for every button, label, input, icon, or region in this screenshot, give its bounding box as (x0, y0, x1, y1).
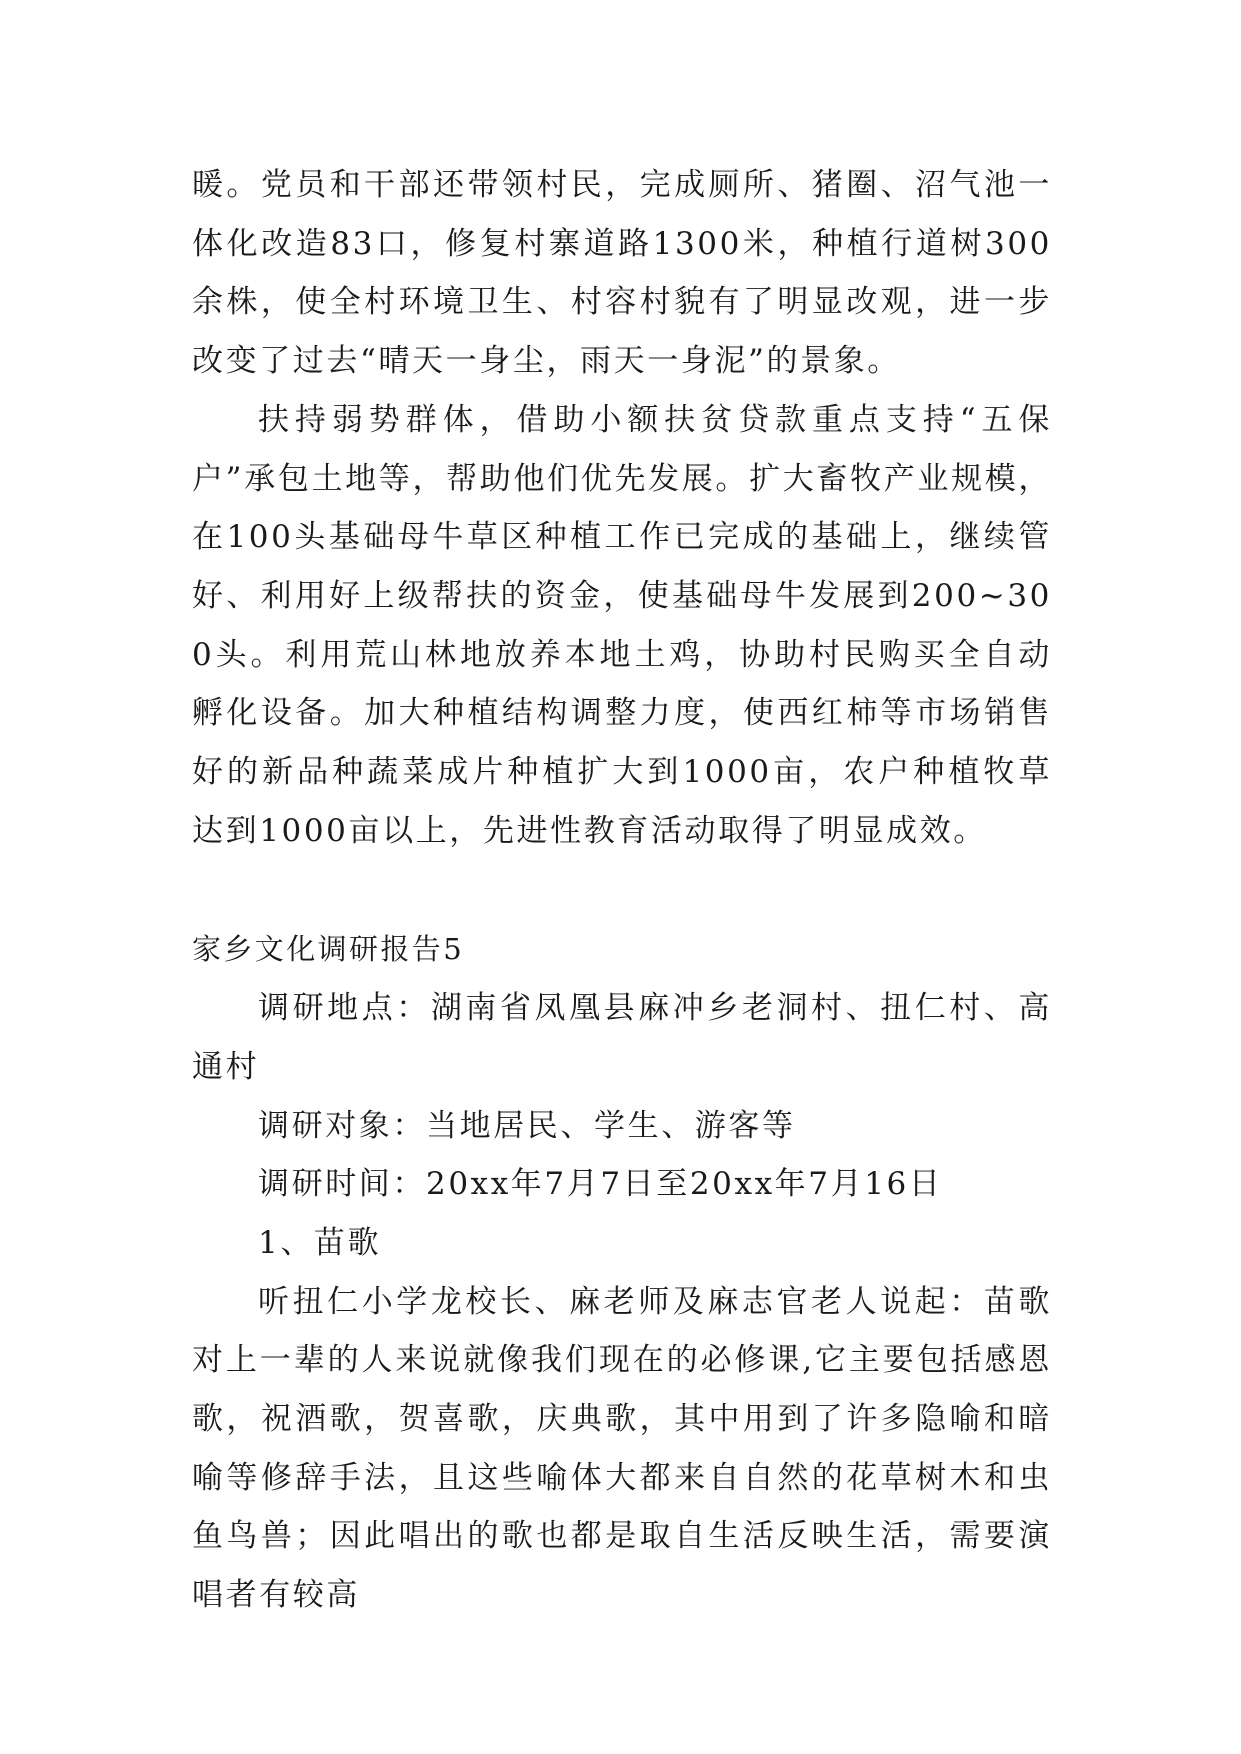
section-heading: 家乡文化调研报告5 (192, 932, 465, 967)
section-spacer (192, 860, 1052, 920)
item-title-miao-song: 1、苗歌 (258, 1224, 382, 1261)
document-body (192, 156, 1052, 1625)
paragraph-continuation: 暖。党员和干部还带领村民，完成厕所、猪圈、沼气池一体化改造83口，修复村寨道路1300米，种植行道树300余株，使全村环境卫生、村容村貌有了明显改观，进一步改变了过去“晴天一身尘，雨天一身泥”的景象。 (192, 167, 1052, 380)
survey-time: 调研时间：20xx年7月7日至20xx年7月16日 (258, 1166, 943, 1203)
item-body-miao-song: 听扭仁小学龙校长、麻老师及麻志官老人说起：苗歌对上一辈的人来说就像我们现在的必修课,它主要包括感恩歌，祝酒歌，贺喜歌，庆典歌，其中用到了许多隐喻和暗喻等修辞手法，且这些喻体大都来自自然的花草树木和虫鱼鸟兽；因此唱出的歌也都是取自生活反映生活，需要演唱者有较高 (192, 1283, 1052, 1614)
survey-location: 调研地点：湖南省凤凰县麻冲乡老洞村、扭仁村、高通村 (192, 990, 1052, 1085)
paragraph-poverty-support: 扶持弱势群体，借助小额扶贫贷款重点支持“五保户”承包土地等，帮助他们优先发展。扩大畜牧产业规模，在100头基础母牛草区种植工作已完成的基础上，继续管好、利用好上级帮扶的资金，使基础母牛发展到200~300头。利用荒山林地放养本地土鸡，协助村民购买全自动孵化设备。加大种植结构调整力度，使西红柿等市场销售好的新品种蔬菜成片种植扩大到1000亩，农户种植牧草达到1000亩以上，先进性教育活动取得了明显成效。 (192, 401, 1052, 849)
survey-subjects: 调研对象：当地居民、学生、游客等 (258, 1107, 796, 1144)
